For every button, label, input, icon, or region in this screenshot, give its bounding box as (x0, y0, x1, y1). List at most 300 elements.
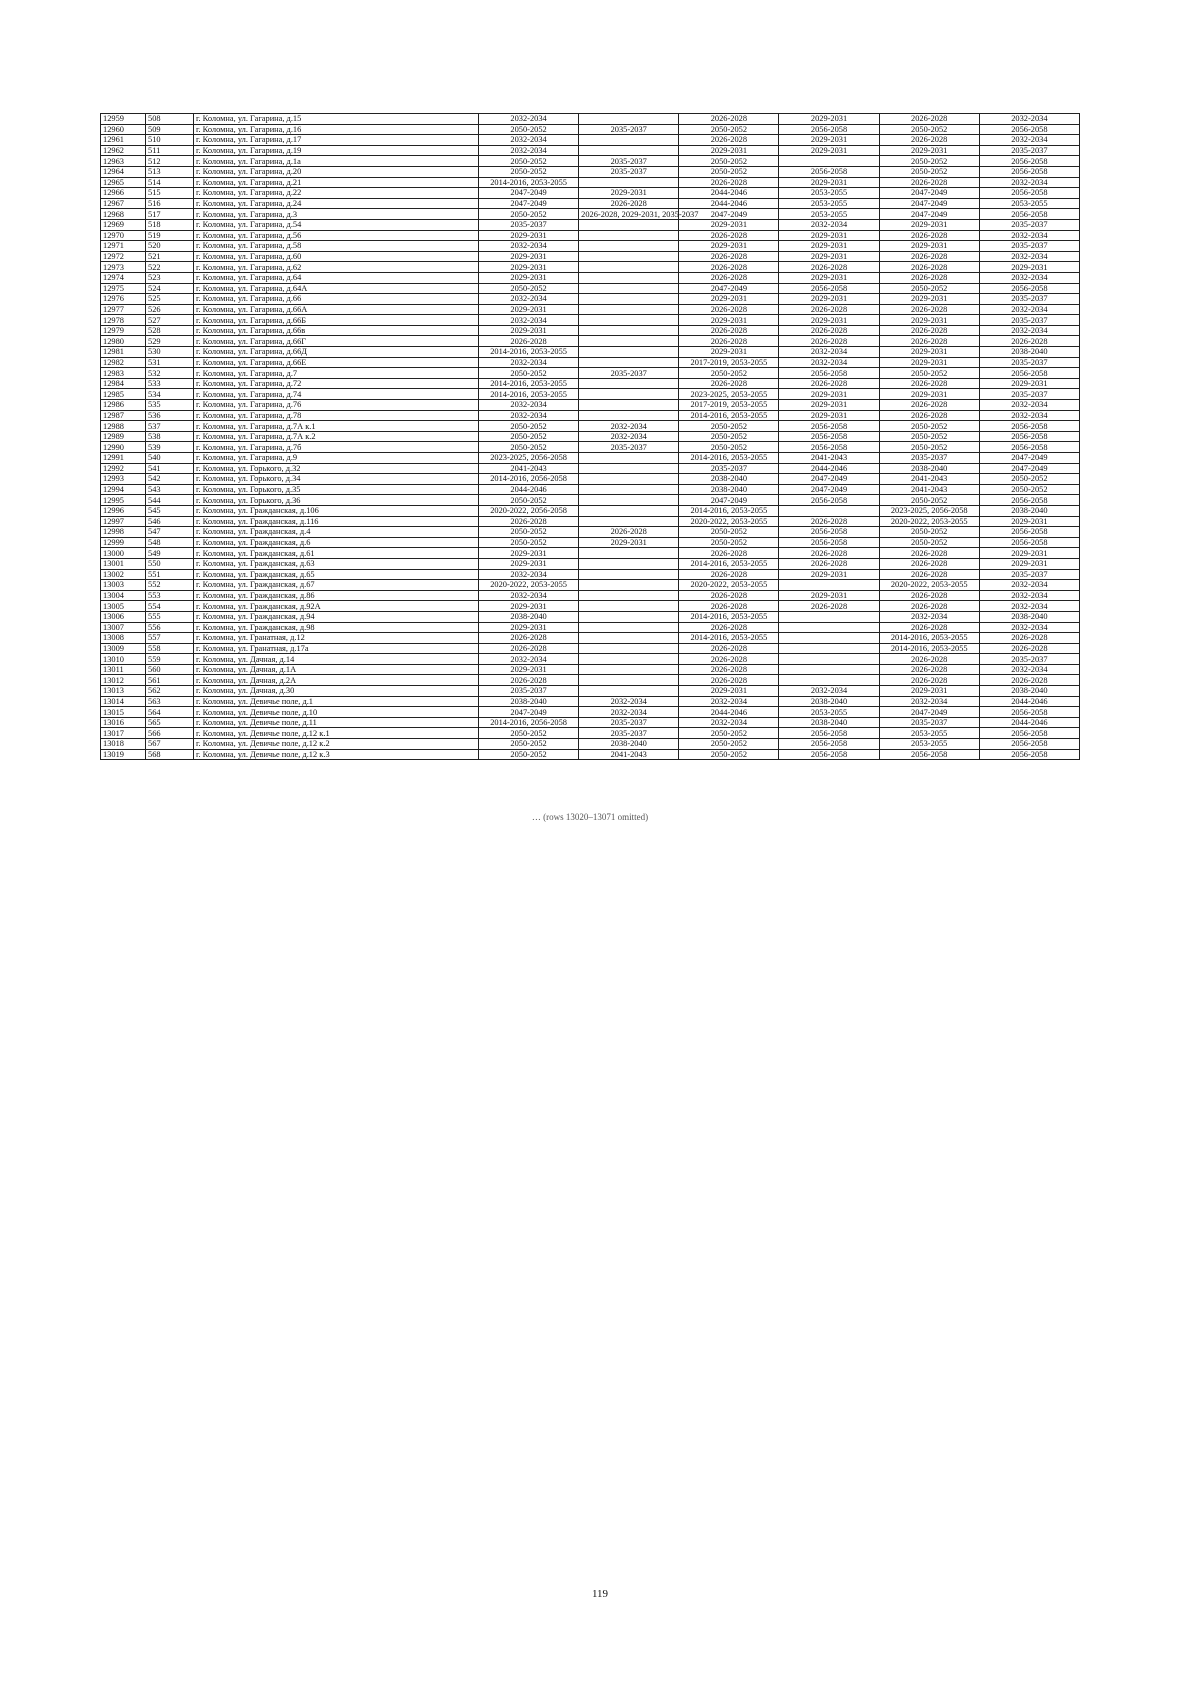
table-cell: 2017-2019, 2053-2055 (679, 400, 779, 411)
table-cell: 2050-2052 (879, 537, 979, 548)
table-cell: 2038-2040 (579, 739, 679, 750)
table-cell: 540 (146, 453, 194, 464)
table-cell: 2032-2034 (979, 114, 1079, 125)
table-cell: 2017-2019, 2053-2055 (679, 357, 779, 368)
table-cell: г. Коломна, ул. Гражданская, д.63 (194, 558, 479, 569)
table-cell: 2029-2031 (779, 410, 879, 421)
table-cell: 2047-2049 (779, 474, 879, 485)
table-cell: 2056-2058 (979, 431, 1079, 442)
table-cell: 2020-2022, 2053-2055 (879, 580, 979, 591)
table-cell: 2047-2049 (679, 283, 779, 294)
table-cell: 2026-2028 (579, 527, 679, 538)
table-cell: 2029-2031 (479, 304, 579, 315)
table-cell: 2050-2052 (879, 156, 979, 167)
table-row (101, 389, 1080, 400)
table-row (101, 294, 1080, 305)
table-cell: 2050-2052 (679, 368, 779, 379)
table-cell: г. Коломна, ул. Дачная, д.1А (194, 664, 479, 675)
table-cell: 2050-2052 (679, 537, 779, 548)
table-cell: 2026-2028 (679, 548, 779, 559)
table-cell: 2026-2028 (679, 251, 779, 262)
table-row (101, 262, 1080, 273)
table-cell: 2029-2031 (779, 590, 879, 601)
table-cell: 567 (146, 739, 194, 750)
table-cell: 2050-2052 (679, 166, 779, 177)
table-cell: 2029-2031 (979, 558, 1079, 569)
table-cell: 2029-2031 (679, 294, 779, 305)
table-cell: 12965 (101, 177, 146, 188)
table-cell: 531 (146, 357, 194, 368)
table-cell: 2026-2028 (679, 675, 779, 686)
table-cell: 2047-2049 (679, 209, 779, 220)
table-cell: 557 (146, 633, 194, 644)
table-cell: 2026-2028 (879, 548, 979, 559)
table-cell: 2038-2040 (979, 611, 1079, 622)
table-cell: 2014-2016, 2053-2055 (679, 558, 779, 569)
table-cell (579, 453, 679, 464)
table-cell: 2023-2025, 2053-2055 (679, 389, 779, 400)
table-cell: 2029-2031 (479, 230, 579, 241)
table-cell: 2035-2037 (879, 453, 979, 464)
table-row (101, 124, 1080, 135)
table-cell: 13015 (101, 707, 146, 718)
table-cell: 2044-2046 (679, 707, 779, 718)
table-cell: 2026-2028 (779, 378, 879, 389)
table-cell: 2035-2037 (679, 463, 779, 474)
table-cell: 2032-2034 (479, 410, 579, 421)
table-cell: 2026-2028 (979, 675, 1079, 686)
table-cell: 2050-2052 (879, 283, 979, 294)
table-cell: 2032-2034 (579, 707, 679, 718)
table-cell (779, 664, 879, 675)
table-cell: 2047-2049 (979, 463, 1079, 474)
table-cell: 2029-2031 (879, 315, 979, 326)
table-cell: 517 (146, 209, 194, 220)
table-cell: 2029-2031 (779, 114, 879, 125)
table-cell: 2032-2034 (679, 696, 779, 707)
table-cell: 2035-2037 (979, 569, 1079, 580)
table-cell: 2026-2028 (679, 643, 779, 654)
table-cell: 2032-2034 (479, 145, 579, 156)
table-cell: 2041-2043 (879, 474, 979, 485)
table-cell: г. Коломна, ул. Девичье поле, д.11 (194, 717, 479, 728)
table-cell: 2026-2028 (779, 516, 879, 527)
table-cell: 2026-2028 (779, 262, 879, 273)
table-cell: г. Коломна, ул. Гагарина, д.76 (194, 400, 479, 411)
table-cell: 2032-2034 (779, 686, 879, 697)
table-cell: 2047-2049 (879, 188, 979, 199)
table-cell (579, 378, 679, 389)
table-cell: 566 (146, 728, 194, 739)
table-cell: 2026-2028 (679, 654, 779, 665)
table-cell: 2050-2052 (879, 124, 979, 135)
table-cell: 2026-2028 (679, 601, 779, 612)
table-cell: 2050-2052 (479, 431, 579, 442)
table-cell: 2035-2037 (579, 442, 679, 453)
table-row (101, 145, 1080, 156)
table-cell: г. Коломна, ул. Гражданская, д.67 (194, 580, 479, 591)
table-cell: г. Коломна, ул. Гагарина, д.17 (194, 135, 479, 146)
table-cell: 536 (146, 410, 194, 421)
table-cell: 13019 (101, 749, 146, 760)
table-cell: 2032-2034 (979, 400, 1079, 411)
table-cell (779, 633, 879, 644)
table-cell: 530 (146, 347, 194, 358)
table-cell: 2026-2028 (879, 325, 979, 336)
table-cell: 2056-2058 (979, 728, 1079, 739)
table-cell: 2032-2034 (479, 654, 579, 665)
table-cell: 2014-2016, 2056-2058 (479, 474, 579, 485)
table-cell: 13002 (101, 569, 146, 580)
table-cell: 545 (146, 505, 194, 516)
table-cell: 2026-2028 (879, 590, 979, 601)
table-row (101, 336, 1080, 347)
table-cell: 2029-2031 (579, 188, 679, 199)
table-row (101, 378, 1080, 389)
table-row (101, 283, 1080, 294)
table-cell: 2014-2016, 2053-2055 (679, 453, 779, 464)
table-row (101, 675, 1080, 686)
table-cell: 2044-2046 (679, 198, 779, 209)
table-cell: 524 (146, 283, 194, 294)
table-cell: 2029-2031 (879, 241, 979, 252)
table-cell: г. Коломна, ул. Гагарина, д.7б (194, 442, 479, 453)
table-cell: 511 (146, 145, 194, 156)
table-cell: 2029-2031 (779, 230, 879, 241)
table-cell: 2050-2052 (879, 495, 979, 506)
table-cell: 2029-2031 (479, 272, 579, 283)
table-cell: 2053-2055 (879, 739, 979, 750)
table-cell: г. Коломна, ул. Гагарина, д.56 (194, 230, 479, 241)
table-cell: 527 (146, 315, 194, 326)
table-row (101, 739, 1080, 750)
table-cell: г. Коломна, ул. Гагарина, д.19 (194, 145, 479, 156)
table-cell: 565 (146, 717, 194, 728)
table-cell: 2050-2052 (979, 474, 1079, 485)
table-row (101, 558, 1080, 569)
table-cell: 2026-2028 (679, 177, 779, 188)
table-cell: 2026-2028 (779, 601, 879, 612)
table-cell: 13000 (101, 548, 146, 559)
table-cell: 2050-2052 (479, 537, 579, 548)
table-cell (779, 622, 879, 633)
table-cell: 12994 (101, 484, 146, 495)
table-cell (579, 410, 679, 421)
table-cell: 2047-2049 (879, 198, 979, 209)
table-row (101, 209, 1080, 220)
table-cell: 2050-2052 (879, 431, 979, 442)
table-cell: 2056-2058 (979, 495, 1079, 506)
table-cell: 528 (146, 325, 194, 336)
table-cell: 12972 (101, 251, 146, 262)
table-cell: 12995 (101, 495, 146, 506)
table-cell: г. Коломна, ул. Гражданская, д.6 (194, 537, 479, 548)
table-cell: 2035-2037 (479, 219, 579, 230)
table-cell: г. Коломна, ул. Гранатная, д.12 (194, 633, 479, 644)
table-row (101, 442, 1080, 453)
table-row (101, 135, 1080, 146)
table-cell: 2020-2022, 2053-2055 (879, 516, 979, 527)
table-cell: 2026-2028 (879, 558, 979, 569)
table-cell: 2029-2031 (779, 569, 879, 580)
table-cell: 522 (146, 262, 194, 273)
table-cell: 2032-2034 (579, 431, 679, 442)
table-cell: 2035-2037 (579, 156, 679, 167)
table-cell: 2014-2016, 2053-2055 (679, 633, 779, 644)
table-cell: 2029-2031 (479, 558, 579, 569)
table-cell: г. Коломна, ул. Гагарина, д.64 (194, 272, 479, 283)
table-cell: 2056-2058 (979, 124, 1079, 135)
table-cell: 514 (146, 177, 194, 188)
table-cell: г. Коломна, ул. Девичье поле, д.12 к.3 (194, 749, 479, 760)
table-cell: г. Коломна, ул. Дачная, д.30 (194, 686, 479, 697)
table-cell (579, 135, 679, 146)
table-cell: 2032-2034 (779, 357, 879, 368)
table-cell: 2053-2055 (779, 188, 879, 199)
table-cell: 2029-2031 (779, 272, 879, 283)
table-cell: 2053-2055 (779, 707, 879, 718)
table-cell: г. Коломна, ул. Гагарина, д.24 (194, 198, 479, 209)
table-row (101, 357, 1080, 368)
table-cell: 12992 (101, 463, 146, 474)
table-cell: г. Коломна, ул. Гагарина, д.72 (194, 378, 479, 389)
table-cell: г. Коломна, ул. Горького, д.34 (194, 474, 479, 485)
table-cell: 2026-2028 (879, 410, 979, 421)
table-cell: 2044-2046 (479, 484, 579, 495)
table-cell: 548 (146, 537, 194, 548)
table-row (101, 505, 1080, 516)
table-row (101, 230, 1080, 241)
table-cell: 13009 (101, 643, 146, 654)
table-cell: 2029-2031 (779, 241, 879, 252)
table-cell: 2029-2031 (679, 241, 779, 252)
table-cell: 12993 (101, 474, 146, 485)
table-row (101, 304, 1080, 315)
table-cell: 2038-2040 (979, 505, 1079, 516)
table-cell: 2050-2052 (879, 442, 979, 453)
table-cell: г. Коломна, ул. Гагарина, д.7А к.1 (194, 421, 479, 432)
table-row (101, 241, 1080, 252)
table-cell: 541 (146, 463, 194, 474)
table-cell: 2047-2049 (979, 453, 1079, 464)
table-cell: 2047-2049 (479, 198, 579, 209)
table-cell: 2029-2031 (679, 347, 779, 358)
table-cell: г. Коломна, ул. Гагарина, д.66 (194, 294, 479, 305)
table-cell: 2026-2028 (679, 569, 779, 580)
table-cell: 12991 (101, 453, 146, 464)
table-cell: 2056-2058 (979, 188, 1079, 199)
table-cell: 2026-2028 (979, 336, 1079, 347)
table-cell: 2026-2028 (679, 590, 779, 601)
table-cell (579, 611, 679, 622)
table-cell: г. Коломна, ул. Гагарина, д.60 (194, 251, 479, 262)
table-cell: 2041-2043 (779, 453, 879, 464)
table-cell: г. Коломна, ул. Горького, д.36 (194, 495, 479, 506)
table-cell (579, 283, 679, 294)
table-cell: г. Коломна, ул. Гагарина, д.66Б (194, 315, 479, 326)
table-cell: 2050-2052 (679, 527, 779, 538)
table-cell: 520 (146, 241, 194, 252)
table-cell: 2029-2031 (879, 357, 979, 368)
table-cell: г. Коломна, ул. Гагарина, д.22 (194, 188, 479, 199)
table-cell: 559 (146, 654, 194, 665)
data-table (100, 113, 1080, 760)
table-body (101, 114, 1080, 760)
table-cell: 2032-2034 (979, 410, 1079, 421)
table-cell: 2050-2052 (479, 156, 579, 167)
table-cell: 2029-2031 (979, 548, 1079, 559)
table-cell: 2026-2028 (679, 272, 779, 283)
table-row (101, 156, 1080, 167)
table-cell: 526 (146, 304, 194, 315)
table-cell: 2056-2058 (779, 495, 879, 506)
table-cell: 12977 (101, 304, 146, 315)
table-cell: 2032-2034 (479, 400, 579, 411)
table-cell: 2029-2031 (879, 347, 979, 358)
table-cell: 2038-2040 (779, 717, 879, 728)
table-cell: 12982 (101, 357, 146, 368)
table-cell: 2026-2028 (979, 633, 1079, 644)
table-cell: 2026-2028 (779, 558, 879, 569)
table-cell: 2035-2037 (979, 389, 1079, 400)
table-cell: 2026-2028 (479, 516, 579, 527)
table-cell: 13001 (101, 558, 146, 569)
table-cell (579, 114, 679, 125)
table-cell: 2044-2046 (779, 463, 879, 474)
table-cell: 12996 (101, 505, 146, 516)
table-cell: 2026-2028 (879, 304, 979, 315)
table-cell: г. Коломна, ул. Гагарина, д.64А (194, 283, 479, 294)
table-cell: 542 (146, 474, 194, 485)
table-cell: 2026-2028 (679, 378, 779, 389)
table-cell: 2020-2022, 2053-2055 (679, 580, 779, 591)
table-cell: 2047-2049 (879, 209, 979, 220)
table-cell (779, 505, 879, 516)
table-cell: г. Коломна, ул. Гагарина, д.66А (194, 304, 479, 315)
table-cell: 2029-2031 (879, 294, 979, 305)
table-row (101, 251, 1080, 262)
table-cell: 518 (146, 219, 194, 230)
table-cell: 2035-2037 (579, 124, 679, 135)
table-cell: 2026-2028 (479, 643, 579, 654)
table-cell: 2029-2031 (479, 601, 579, 612)
table-cell: 510 (146, 135, 194, 146)
table-cell: 2038-2040 (879, 463, 979, 474)
table-cell: 509 (146, 124, 194, 135)
table-cell: 2020-2022, 2056-2058 (479, 505, 579, 516)
table-cell: 2029-2031 (479, 622, 579, 633)
table-cell: г. Коломна, ул. Гражданская, д.98 (194, 622, 479, 633)
table-cell: 2050-2052 (679, 749, 779, 760)
table-cell: 2029-2031 (479, 251, 579, 262)
table-cell: 2032-2034 (479, 315, 579, 326)
table-cell: 2014-2016, 2053-2055 (679, 410, 779, 421)
table-cell: 2026-2028 (679, 230, 779, 241)
table-cell: г. Коломна, ул. Гражданская, д.116 (194, 516, 479, 527)
table-cell: г. Коломна, ул. Горького, д.32 (194, 463, 479, 474)
table-cell: 2026-2028 (879, 251, 979, 262)
table-cell: г. Коломна, ул. Девичье поле, д.12 к.1 (194, 728, 479, 739)
table-cell: 2056-2058 (779, 421, 879, 432)
table-cell: г. Коломна, ул. Гагарина, д.58 (194, 241, 479, 252)
table-cell: 2047-2049 (779, 484, 879, 495)
table-cell: 2056-2058 (779, 442, 879, 453)
table-cell: 2035-2037 (979, 654, 1079, 665)
table-cell: 551 (146, 569, 194, 580)
table-cell: г. Коломна, ул. Гагарина, д.54 (194, 219, 479, 230)
table-cell (579, 516, 679, 527)
table-cell: 13017 (101, 728, 146, 739)
table-cell (779, 611, 879, 622)
table-cell (579, 484, 679, 495)
table-cell: 2035-2037 (979, 219, 1079, 230)
table-cell: 538 (146, 431, 194, 442)
table-cell: 2029-2031 (779, 177, 879, 188)
table-cell: 553 (146, 590, 194, 601)
table-cell: 2056-2058 (779, 431, 879, 442)
table-cell: г. Коломна, ул. Гагарина, д.74 (194, 389, 479, 400)
table-cell: 2026-2028 (479, 336, 579, 347)
table-cell: 2047-2049 (479, 188, 579, 199)
table-cell: 2053-2055 (979, 198, 1079, 209)
table-cell (579, 294, 679, 305)
table-cell: 2026-2028 (879, 272, 979, 283)
table-cell: 2032-2034 (979, 135, 1079, 146)
table-cell: 2038-2040 (679, 474, 779, 485)
table-cell: 2032-2034 (579, 696, 679, 707)
table-cell: 12968 (101, 209, 146, 220)
table-cell: 543 (146, 484, 194, 495)
table-cell (579, 505, 679, 516)
table-cell: г. Коломна, ул. Гражданская, д.65 (194, 569, 479, 580)
table-cell: 2035-2037 (979, 315, 1079, 326)
table-cell: 2032-2034 (979, 622, 1079, 633)
table-cell: г. Коломна, ул. Гагарина, д.21 (194, 177, 479, 188)
table-cell: 13005 (101, 601, 146, 612)
table-cell: 2050-2052 (479, 166, 579, 177)
table-cell: 2026-2028 (879, 230, 979, 241)
table-cell (579, 325, 679, 336)
table-cell: 13008 (101, 633, 146, 644)
table-cell: 12975 (101, 283, 146, 294)
table-cell: 13016 (101, 717, 146, 728)
table-cell: г. Коломна, ул. Гагарина, д.7А к.2 (194, 431, 479, 442)
table-cell: 2014-2016, 2056-2058 (479, 717, 579, 728)
table-cell: г. Коломна, ул. Гагарина, д.66Д (194, 347, 479, 358)
table-cell: 2032-2034 (479, 590, 579, 601)
table-row (101, 474, 1080, 485)
table-cell: 12980 (101, 336, 146, 347)
table-cell: 513 (146, 166, 194, 177)
table-cell: 13010 (101, 654, 146, 665)
table-cell: 2029-2031 (779, 389, 879, 400)
table-cell: 2020-2022, 2053-2055 (679, 516, 779, 527)
table-cell: г. Коломна, ул. Девичье поле, д.12 к.2 (194, 739, 479, 750)
table-cell: 2026-2028 (879, 135, 979, 146)
table-cell: 12974 (101, 272, 146, 283)
table-cell: г. Коломна, ул. Гражданская, д.86 (194, 590, 479, 601)
table-cell: 12990 (101, 442, 146, 453)
table-cell: 2056-2058 (779, 728, 879, 739)
table-row (101, 516, 1080, 527)
table-cell: 2050-2052 (479, 739, 579, 750)
table-cell (579, 548, 679, 559)
table-row (101, 315, 1080, 326)
table-cell: 2050-2052 (479, 728, 579, 739)
table-cell: 539 (146, 442, 194, 453)
table-cell: 2032-2034 (479, 241, 579, 252)
table-row (101, 114, 1080, 125)
